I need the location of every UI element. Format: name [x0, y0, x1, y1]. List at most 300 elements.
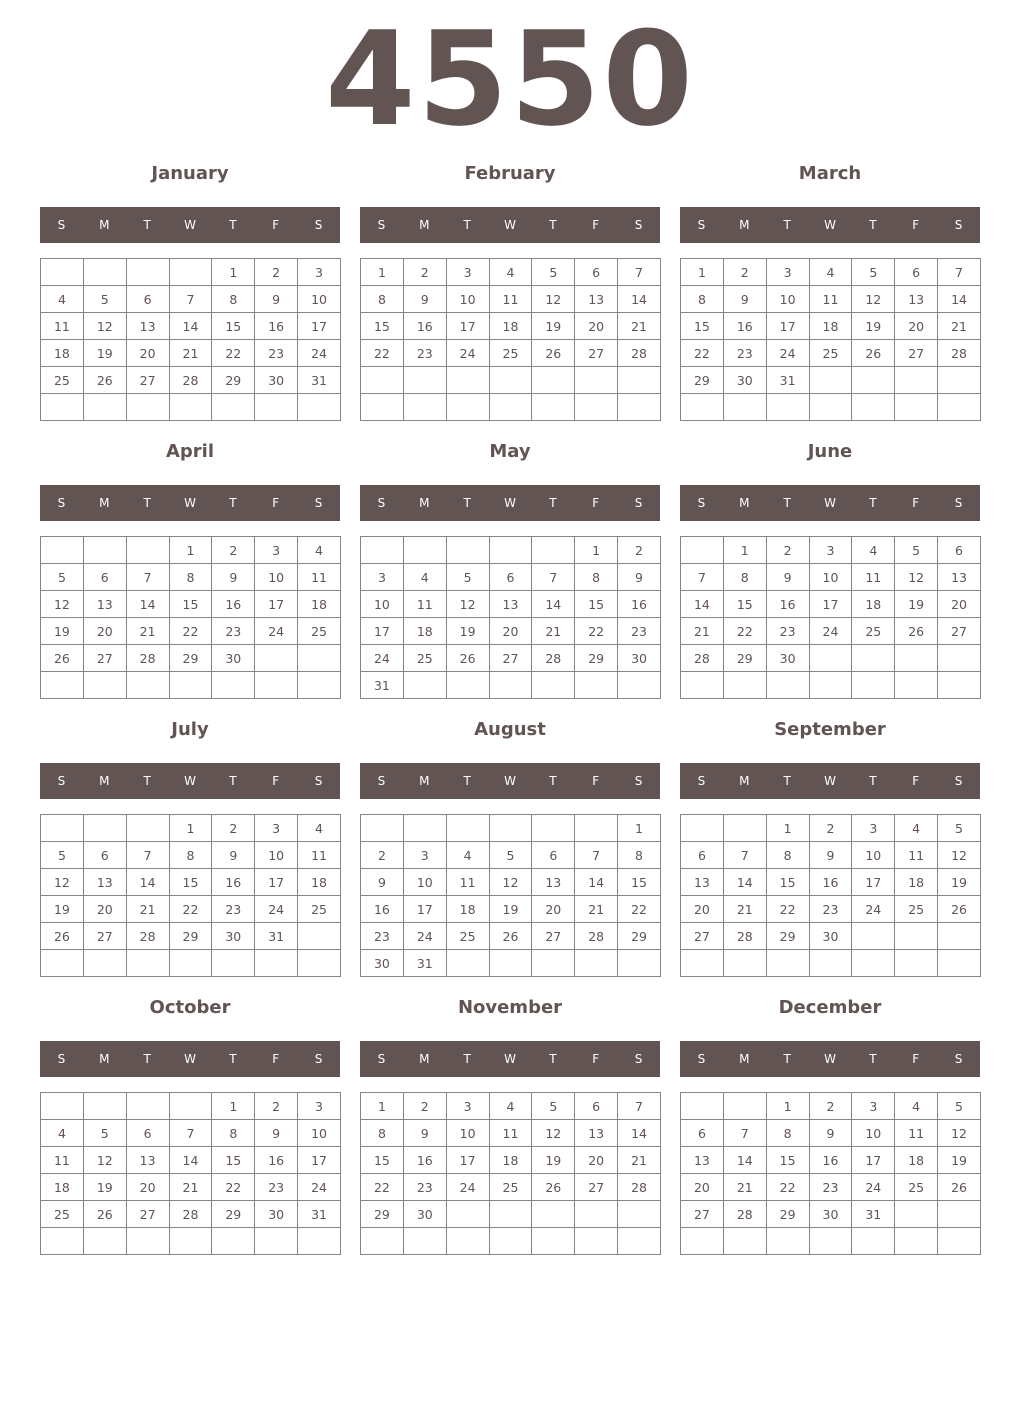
- empty-day-cell: [895, 672, 938, 699]
- day-cell: 21: [618, 313, 661, 340]
- day-grid: [360, 1092, 661, 1255]
- empty-day-cell: [126, 1093, 169, 1120]
- week-row: [681, 537, 981, 564]
- day-cell: 1: [575, 537, 618, 564]
- day-cell: 28: [723, 1201, 766, 1228]
- day-cell: 20: [489, 618, 532, 645]
- week-row: [361, 591, 661, 618]
- empty-day-cell: [41, 1093, 84, 1120]
- weekday-header: W: [824, 496, 836, 510]
- empty-day-cell: [489, 815, 532, 842]
- week-row: [361, 340, 661, 367]
- day-cell: 28: [532, 645, 575, 672]
- day-cell: 27: [83, 923, 126, 950]
- day-cell: 8: [212, 1120, 255, 1147]
- day-cell: 20: [126, 340, 169, 367]
- day-cell: 10: [403, 869, 446, 896]
- empty-day-cell: [809, 367, 852, 394]
- day-cell: 7: [938, 259, 981, 286]
- empty-day-cell: [723, 950, 766, 977]
- weekday-header: W: [184, 496, 196, 510]
- day-cell: 7: [532, 564, 575, 591]
- day-cell: 6: [895, 259, 938, 286]
- weekday-header: F: [272, 1052, 280, 1066]
- day-cell: 18: [489, 1147, 532, 1174]
- week-row: [681, 923, 981, 950]
- day-cell: 17: [809, 591, 852, 618]
- day-cell: 6: [938, 537, 981, 564]
- day-cell: 8: [681, 286, 724, 313]
- empty-day-cell: [83, 259, 126, 286]
- day-cell: 29: [618, 923, 661, 950]
- empty-day-cell: [532, 537, 575, 564]
- day-cell: 27: [895, 340, 938, 367]
- week-row: [361, 1120, 661, 1147]
- day-cell: 21: [575, 896, 618, 923]
- day-cell: 23: [723, 340, 766, 367]
- day-cell: 1: [618, 815, 661, 842]
- day-cell: 5: [938, 1093, 981, 1120]
- day-cell: 11: [446, 869, 489, 896]
- day-cell: 9: [255, 1120, 298, 1147]
- day-cell: 19: [938, 869, 981, 896]
- day-cell: 9: [255, 286, 298, 313]
- week-row: [681, 1120, 981, 1147]
- month-name: July: [171, 719, 209, 740]
- day-cell: 7: [618, 259, 661, 286]
- empty-day-cell: [169, 950, 212, 977]
- empty-day-cell: [126, 394, 169, 421]
- day-cell: 15: [766, 869, 809, 896]
- day-cell: 18: [895, 1147, 938, 1174]
- empty-day-cell: [255, 394, 298, 421]
- empty-day-cell: [446, 537, 489, 564]
- day-cell: 8: [361, 1120, 404, 1147]
- empty-day-cell: [446, 672, 489, 699]
- day-cell: 8: [169, 564, 212, 591]
- week-row: [41, 1174, 341, 1201]
- day-cell: 12: [532, 286, 575, 313]
- empty-day-cell: [446, 394, 489, 421]
- day-cell: 26: [852, 340, 895, 367]
- day-cell: 9: [212, 564, 255, 591]
- week-row: [41, 394, 341, 421]
- empty-day-cell: [212, 672, 255, 699]
- day-cell: 13: [83, 591, 126, 618]
- empty-day-cell: [169, 1228, 212, 1255]
- day-cell: 10: [852, 1120, 895, 1147]
- week-row: [361, 367, 661, 394]
- day-cell: 9: [361, 869, 404, 896]
- empty-day-cell: [298, 923, 341, 950]
- weekday-header: T: [463, 774, 471, 788]
- weekday-header: F: [592, 774, 600, 788]
- day-cell: 5: [41, 564, 84, 591]
- day-cell: 27: [681, 1201, 724, 1228]
- day-cell: 3: [809, 537, 852, 564]
- weekday-header: S: [954, 1052, 963, 1066]
- day-cell: 18: [298, 869, 341, 896]
- day-cell: 21: [126, 618, 169, 645]
- day-cell: 31: [255, 923, 298, 950]
- empty-day-cell: [681, 537, 724, 564]
- day-cell: 10: [852, 842, 895, 869]
- week-row: [41, 618, 341, 645]
- week-row: [361, 259, 661, 286]
- empty-day-cell: [489, 537, 532, 564]
- empty-day-cell: [41, 950, 84, 977]
- day-cell: 23: [809, 1174, 852, 1201]
- day-cell: 23: [212, 618, 255, 645]
- month-name: December: [778, 997, 882, 1018]
- week-row: [361, 842, 661, 869]
- day-cell: 7: [723, 842, 766, 869]
- day-cell: 20: [895, 313, 938, 340]
- weekday-header: S: [377, 218, 386, 232]
- day-cell: 23: [766, 618, 809, 645]
- day-cell: 14: [532, 591, 575, 618]
- day-cell: 22: [723, 618, 766, 645]
- weekday-header: W: [824, 218, 836, 232]
- day-cell: 12: [938, 842, 981, 869]
- day-cell: 4: [809, 259, 852, 286]
- day-cell: 28: [618, 1174, 661, 1201]
- weekday-header: W: [824, 774, 836, 788]
- month-name: February: [464, 163, 556, 184]
- day-cell: 2: [403, 1093, 446, 1120]
- day-cell: 14: [723, 1147, 766, 1174]
- day-cell: 22: [681, 340, 724, 367]
- weekday-header: S: [57, 1052, 66, 1066]
- day-cell: 11: [809, 286, 852, 313]
- day-cell: 25: [895, 896, 938, 923]
- weekday-header: S: [697, 496, 706, 510]
- weekday-header: F: [272, 218, 280, 232]
- year-title: 4550: [325, 3, 695, 155]
- empty-day-cell: [83, 950, 126, 977]
- day-cell: 1: [212, 1093, 255, 1120]
- day-cell: 23: [255, 340, 298, 367]
- empty-day-cell: [212, 950, 255, 977]
- day-cell: 20: [575, 1147, 618, 1174]
- day-cell: 27: [681, 923, 724, 950]
- weekday-header-bar: [40, 485, 340, 521]
- day-cell: 4: [852, 537, 895, 564]
- empty-day-cell: [895, 950, 938, 977]
- day-cell: 5: [532, 1093, 575, 1120]
- weekday-header: S: [314, 774, 323, 788]
- empty-day-cell: [895, 1228, 938, 1255]
- day-cell: 4: [298, 815, 341, 842]
- day-cell: 26: [83, 367, 126, 394]
- empty-day-cell: [361, 1228, 404, 1255]
- day-cell: 23: [618, 618, 661, 645]
- day-cell: 19: [532, 1147, 575, 1174]
- empty-day-cell: [126, 537, 169, 564]
- empty-day-cell: [852, 950, 895, 977]
- day-cell: 14: [169, 313, 212, 340]
- day-cell: 3: [361, 564, 404, 591]
- day-cell: 18: [809, 313, 852, 340]
- day-cell: 24: [852, 1174, 895, 1201]
- day-cell: 9: [809, 1120, 852, 1147]
- day-cell: 2: [809, 1093, 852, 1120]
- empty-day-cell: [938, 672, 981, 699]
- week-row: [41, 1201, 341, 1228]
- empty-day-cell: [723, 672, 766, 699]
- day-cell: 23: [403, 340, 446, 367]
- weekday-header: T: [549, 774, 557, 788]
- day-cell: 26: [532, 1174, 575, 1201]
- empty-day-cell: [938, 394, 981, 421]
- day-cell: 17: [766, 313, 809, 340]
- weekday-header: W: [504, 496, 516, 510]
- day-cell: 16: [809, 1147, 852, 1174]
- week-row: [681, 259, 981, 286]
- empty-day-cell: [298, 645, 341, 672]
- day-cell: 1: [169, 815, 212, 842]
- day-cell: 9: [212, 842, 255, 869]
- day-cell: 4: [895, 815, 938, 842]
- weekday-header: S: [377, 1052, 386, 1066]
- day-cell: 14: [618, 1120, 661, 1147]
- day-cell: 15: [169, 591, 212, 618]
- empty-day-cell: [489, 672, 532, 699]
- day-cell: 10: [446, 1120, 489, 1147]
- empty-day-cell: [361, 537, 404, 564]
- day-cell: 22: [212, 340, 255, 367]
- day-cell: 5: [83, 1120, 126, 1147]
- empty-day-cell: [618, 672, 661, 699]
- empty-day-cell: [575, 950, 618, 977]
- day-cell: 28: [126, 645, 169, 672]
- weekday-header: W: [184, 1052, 196, 1066]
- day-cell: 1: [212, 259, 255, 286]
- empty-day-cell: [895, 367, 938, 394]
- day-cell: 3: [403, 842, 446, 869]
- day-cell: 1: [361, 259, 404, 286]
- week-row: [361, 950, 661, 977]
- day-cell: 24: [298, 1174, 341, 1201]
- day-cell: 12: [532, 1120, 575, 1147]
- weekday-header: T: [143, 496, 151, 510]
- empty-day-cell: [681, 672, 724, 699]
- weekday-header: M: [739, 774, 750, 788]
- weekday-header: M: [739, 1052, 750, 1066]
- day-cell: 3: [298, 1093, 341, 1120]
- week-row: [41, 564, 341, 591]
- empty-day-cell: [489, 1201, 532, 1228]
- empty-day-cell: [489, 950, 532, 977]
- day-cell: 22: [212, 1174, 255, 1201]
- day-cell: 10: [766, 286, 809, 313]
- weekday-header-bar: [360, 485, 660, 521]
- day-cell: 24: [446, 1174, 489, 1201]
- week-row: [361, 313, 661, 340]
- weekday-header: S: [697, 774, 706, 788]
- week-row: [41, 923, 341, 950]
- day-cell: 18: [298, 591, 341, 618]
- empty-day-cell: [83, 672, 126, 699]
- empty-day-cell: [126, 672, 169, 699]
- weekday-header: S: [954, 774, 963, 788]
- weekday-header: T: [463, 1052, 471, 1066]
- day-cell: 8: [766, 1120, 809, 1147]
- week-row: [681, 815, 981, 842]
- day-cell: 25: [895, 1174, 938, 1201]
- day-cell: 13: [681, 1147, 724, 1174]
- day-cell: 29: [212, 1201, 255, 1228]
- day-cell: 27: [126, 1201, 169, 1228]
- week-row: [681, 1174, 981, 1201]
- empty-day-cell: [212, 394, 255, 421]
- day-cell: 3: [255, 815, 298, 842]
- day-cell: 10: [446, 286, 489, 313]
- weekday-header: F: [912, 774, 920, 788]
- weekday-header-bar: [40, 207, 340, 243]
- week-row: [361, 537, 661, 564]
- day-cell: 21: [938, 313, 981, 340]
- day-cell: 19: [489, 896, 532, 923]
- empty-day-cell: [681, 394, 724, 421]
- day-cell: 12: [83, 1147, 126, 1174]
- empty-day-cell: [895, 645, 938, 672]
- day-cell: 28: [681, 645, 724, 672]
- month-name: November: [457, 997, 563, 1018]
- weekday-header: S: [314, 1052, 323, 1066]
- week-row: [361, 815, 661, 842]
- weekday-header: T: [143, 218, 151, 232]
- day-cell: 24: [255, 896, 298, 923]
- weekday-header: M: [419, 218, 430, 232]
- day-cell: 12: [489, 869, 532, 896]
- empty-day-cell: [298, 1228, 341, 1255]
- day-cell: 18: [489, 313, 532, 340]
- day-cell: 13: [83, 869, 126, 896]
- day-cell: 26: [41, 645, 84, 672]
- day-cell: 25: [489, 1174, 532, 1201]
- day-cell: 30: [618, 645, 661, 672]
- day-cell: 16: [618, 591, 661, 618]
- weekday-header: S: [954, 496, 963, 510]
- empty-day-cell: [41, 394, 84, 421]
- empty-day-cell: [255, 1228, 298, 1255]
- weekday-header: S: [314, 218, 323, 232]
- day-cell: 25: [403, 645, 446, 672]
- week-row: [361, 394, 661, 421]
- day-cell: 29: [361, 1201, 404, 1228]
- day-cell: 11: [895, 842, 938, 869]
- day-cell: 2: [723, 259, 766, 286]
- day-cell: 17: [361, 618, 404, 645]
- empty-day-cell: [446, 1201, 489, 1228]
- empty-day-cell: [361, 367, 404, 394]
- week-row: [681, 618, 981, 645]
- empty-day-cell: [575, 1201, 618, 1228]
- day-cell: 17: [255, 591, 298, 618]
- day-cell: 6: [575, 259, 618, 286]
- day-cell: 24: [255, 618, 298, 645]
- week-row: [41, 313, 341, 340]
- day-cell: 7: [169, 286, 212, 313]
- empty-day-cell: [446, 815, 489, 842]
- week-row: [41, 869, 341, 896]
- empty-day-cell: [446, 1228, 489, 1255]
- day-cell: 10: [298, 286, 341, 313]
- day-cell: 18: [895, 869, 938, 896]
- empty-day-cell: [83, 394, 126, 421]
- empty-day-cell: [575, 367, 618, 394]
- empty-day-cell: [169, 394, 212, 421]
- weekday-header-bar: [680, 1041, 980, 1077]
- day-cell: 7: [681, 564, 724, 591]
- empty-day-cell: [403, 537, 446, 564]
- day-cell: 5: [83, 286, 126, 313]
- day-cell: 27: [126, 367, 169, 394]
- day-grid: [360, 258, 661, 421]
- weekday-header: S: [634, 218, 643, 232]
- weekday-header-bar: [360, 207, 660, 243]
- empty-day-cell: [532, 367, 575, 394]
- day-cell: 2: [766, 537, 809, 564]
- week-row: [361, 1201, 661, 1228]
- day-cell: 19: [852, 313, 895, 340]
- weekday-header: S: [954, 218, 963, 232]
- day-cell: 13: [532, 869, 575, 896]
- day-cell: 24: [403, 923, 446, 950]
- day-cell: 18: [852, 591, 895, 618]
- day-cell: 7: [126, 564, 169, 591]
- empty-day-cell: [126, 259, 169, 286]
- day-cell: 21: [532, 618, 575, 645]
- day-cell: 15: [723, 591, 766, 618]
- empty-day-cell: [723, 1093, 766, 1120]
- day-cell: 14: [575, 869, 618, 896]
- day-cell: 1: [169, 537, 212, 564]
- day-cell: 24: [361, 645, 404, 672]
- day-cell: 15: [212, 313, 255, 340]
- empty-day-cell: [895, 923, 938, 950]
- day-cell: 27: [489, 645, 532, 672]
- day-cell: 20: [83, 896, 126, 923]
- empty-day-cell: [41, 537, 84, 564]
- weekday-header: T: [229, 496, 237, 510]
- day-cell: 2: [212, 815, 255, 842]
- week-row: [41, 286, 341, 313]
- week-row: [41, 1147, 341, 1174]
- day-cell: 28: [169, 1201, 212, 1228]
- day-cell: 12: [446, 591, 489, 618]
- empty-day-cell: [298, 672, 341, 699]
- day-cell: 29: [575, 645, 618, 672]
- empty-day-cell: [212, 1228, 255, 1255]
- day-cell: 24: [298, 340, 341, 367]
- week-row: [41, 537, 341, 564]
- day-cell: 26: [83, 1201, 126, 1228]
- day-cell: 11: [298, 842, 341, 869]
- week-row: [681, 367, 981, 394]
- weekday-header: W: [184, 218, 196, 232]
- day-cell: 6: [681, 1120, 724, 1147]
- day-cell: 3: [446, 259, 489, 286]
- empty-day-cell: [489, 394, 532, 421]
- day-cell: 16: [403, 1147, 446, 1174]
- empty-day-cell: [575, 1228, 618, 1255]
- empty-day-cell: [41, 1228, 84, 1255]
- day-cell: 30: [212, 645, 255, 672]
- weekday-header: M: [419, 774, 430, 788]
- week-row: [41, 645, 341, 672]
